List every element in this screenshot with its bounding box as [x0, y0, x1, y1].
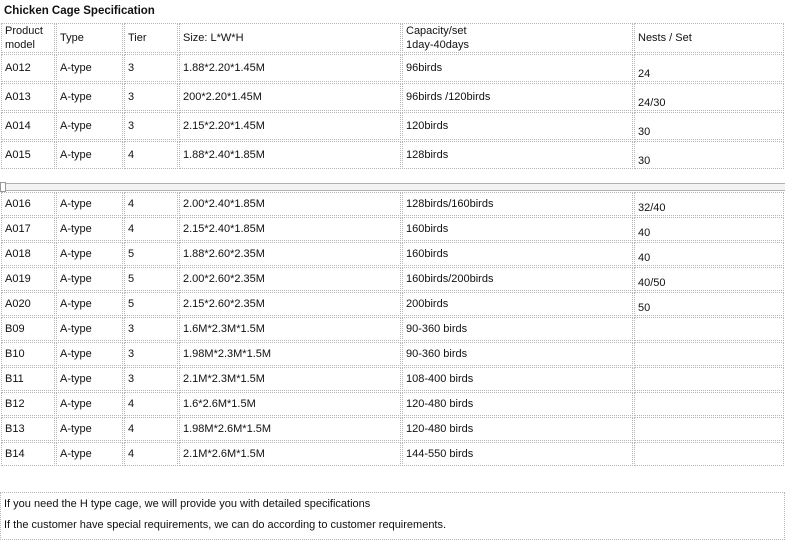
cell-model: A019 [1, 267, 55, 291]
cell-capacity: 96birds [402, 54, 633, 82]
table-row [1, 417, 784, 441]
cell-type: A-type [56, 317, 123, 341]
cell-size: 2.00*2.60*2.35M [179, 267, 401, 291]
cell-nests: 40 [634, 242, 784, 266]
cell-size: 1.98M*2.6M*1.5M [179, 417, 401, 441]
cell-tier: 4 [124, 392, 178, 416]
table-row [1, 112, 784, 140]
cell-type: A-type [56, 292, 123, 316]
spec-table-bottom [0, 191, 785, 467]
table-row [1, 317, 784, 341]
cell-nests: 32/40 [634, 192, 784, 216]
cell-size: 1.88*2.20*1.45M [179, 54, 401, 82]
header-size: Size: L*W*H [179, 23, 401, 53]
cell-type: A-type [56, 367, 123, 391]
cell-size: 1.88*2.60*2.35M [179, 242, 401, 266]
cell-nests: 40/50 [634, 267, 784, 291]
table-row [1, 367, 784, 391]
cell-tier: 4 [124, 192, 178, 216]
cell-tier: 3 [124, 342, 178, 366]
header-tier: Tier [124, 23, 178, 53]
cell-type: A-type [56, 192, 123, 216]
cell-capacity: 90-360 birds [402, 342, 633, 366]
cell-capacity: 108-400 birds [402, 367, 633, 391]
cell-model: B09 [1, 317, 55, 341]
header-capacity-line2: 1day-40days [406, 39, 469, 51]
cell-type: A-type [56, 83, 123, 111]
header-nests: Nests / Set [634, 23, 784, 53]
cell-type: A-type [56, 342, 123, 366]
table-row [1, 192, 784, 216]
cell-size: 1.6M*2.3M*1.5M [179, 317, 401, 341]
cell-capacity: 160birds/200birds [402, 267, 633, 291]
cell-tier: 3 [124, 367, 178, 391]
cell-size: 2.00*2.40*1.85M [179, 192, 401, 216]
cell-type: A-type [56, 392, 123, 416]
cell-tier: 3 [124, 317, 178, 341]
cell-size: 2.1M*2.3M*1.5M [179, 367, 401, 391]
cell-model: B14 [1, 442, 55, 466]
cell-type: A-type [56, 112, 123, 140]
cell-size: 2.15*2.60*2.35M [179, 292, 401, 316]
cell-nests [634, 367, 784, 391]
cell-nests: 30 [634, 112, 784, 140]
header-model [1, 23, 55, 53]
cell-tier: 3 [124, 83, 178, 111]
cell-type: A-type [56, 267, 123, 291]
cell-model: A015 [1, 141, 55, 169]
table-row [1, 442, 784, 466]
table-row [1, 392, 784, 416]
cell-size: 2.15*2.40*1.85M [179, 217, 401, 241]
cell-capacity: 128birds/160birds [402, 192, 633, 216]
cell-capacity: 128birds [402, 141, 633, 169]
cell-size: 1.88*2.40*1.85M [179, 141, 401, 169]
cell-nests: 24/30 [634, 83, 784, 111]
header-row [1, 23, 784, 53]
cell-capacity: 160birds [402, 242, 633, 266]
cell-model: A013 [1, 83, 55, 111]
table-split-divider[interactable] [0, 183, 785, 191]
cell-nests: 40 [634, 217, 784, 241]
cell-model: A016 [1, 192, 55, 216]
table-row [1, 292, 784, 316]
cell-model: A018 [1, 242, 55, 266]
cell-tier: 3 [124, 54, 178, 82]
cell-nests [634, 317, 784, 341]
cell-size: 200*2.20*1.45M [179, 83, 401, 111]
cell-nests [634, 442, 784, 466]
cell-capacity: 144-550 birds [402, 442, 633, 466]
cell-size: 1.6*2.6M*1.5M [179, 392, 401, 416]
cell-nests [634, 392, 784, 416]
cell-nests [634, 417, 784, 441]
cell-nests: 30 [634, 141, 784, 169]
cell-tier: 3 [124, 112, 178, 140]
table-title: Chicken Cage Specification [4, 5, 155, 17]
cell-model: B13 [1, 417, 55, 441]
spec-table-top [0, 22, 785, 170]
cell-model: A014 [1, 112, 55, 140]
cell-model: A012 [1, 54, 55, 82]
header-model-line2: model [5, 39, 35, 51]
table-row [1, 217, 784, 241]
cell-capacity: 120-480 birds [402, 392, 633, 416]
cell-model: B11 [1, 367, 55, 391]
table-row [1, 54, 784, 82]
cell-tier: 4 [124, 417, 178, 441]
table-row [1, 242, 784, 266]
cell-capacity: 200birds [402, 292, 633, 316]
cell-type: A-type [56, 417, 123, 441]
cell-capacity: 96birds /120birds [402, 83, 633, 111]
cell-tier: 5 [124, 267, 178, 291]
cell-size: 2.1M*2.6M*1.5M [179, 442, 401, 466]
note-h-type: If you need the H type cage, we will provide you with detailed specifications [4, 498, 371, 510]
header-model-line1: Product [5, 25, 43, 37]
cell-model: A017 [1, 217, 55, 241]
cell-type: A-type [56, 54, 123, 82]
table-row [1, 267, 784, 291]
table-row [1, 141, 784, 169]
cell-nests: 50 [634, 292, 784, 316]
header-type: Type [56, 23, 123, 53]
cell-size: 2.15*2.20*1.45M [179, 112, 401, 140]
cell-model: B12 [1, 392, 55, 416]
cell-tier: 5 [124, 292, 178, 316]
cell-capacity: 90-360 birds [402, 317, 633, 341]
table-row [1, 83, 784, 111]
cell-nests: 24 [634, 54, 784, 82]
cell-tier: 4 [124, 141, 178, 169]
cell-nests [634, 342, 784, 366]
cell-type: A-type [56, 141, 123, 169]
note-special-requirements: If the customer have special requirements, we can do according to customer requirements. [4, 519, 447, 531]
cell-capacity: 120-480 birds [402, 417, 633, 441]
cell-tier: 4 [124, 217, 178, 241]
cell-size: 1.98M*2.3M*1.5M [179, 342, 401, 366]
cell-type: A-type [56, 217, 123, 241]
cell-tier: 4 [124, 442, 178, 466]
table-row [1, 342, 784, 366]
cell-type: A-type [56, 242, 123, 266]
cell-capacity: 120birds [402, 112, 633, 140]
cell-type: A-type [56, 442, 123, 466]
cell-model: B10 [1, 342, 55, 366]
cell-tier: 5 [124, 242, 178, 266]
header-capacity-line1: Capacity/set [406, 25, 467, 37]
header-capacity [402, 23, 633, 53]
cell-capacity: 160birds [402, 217, 633, 241]
cell-model: A020 [1, 292, 55, 316]
